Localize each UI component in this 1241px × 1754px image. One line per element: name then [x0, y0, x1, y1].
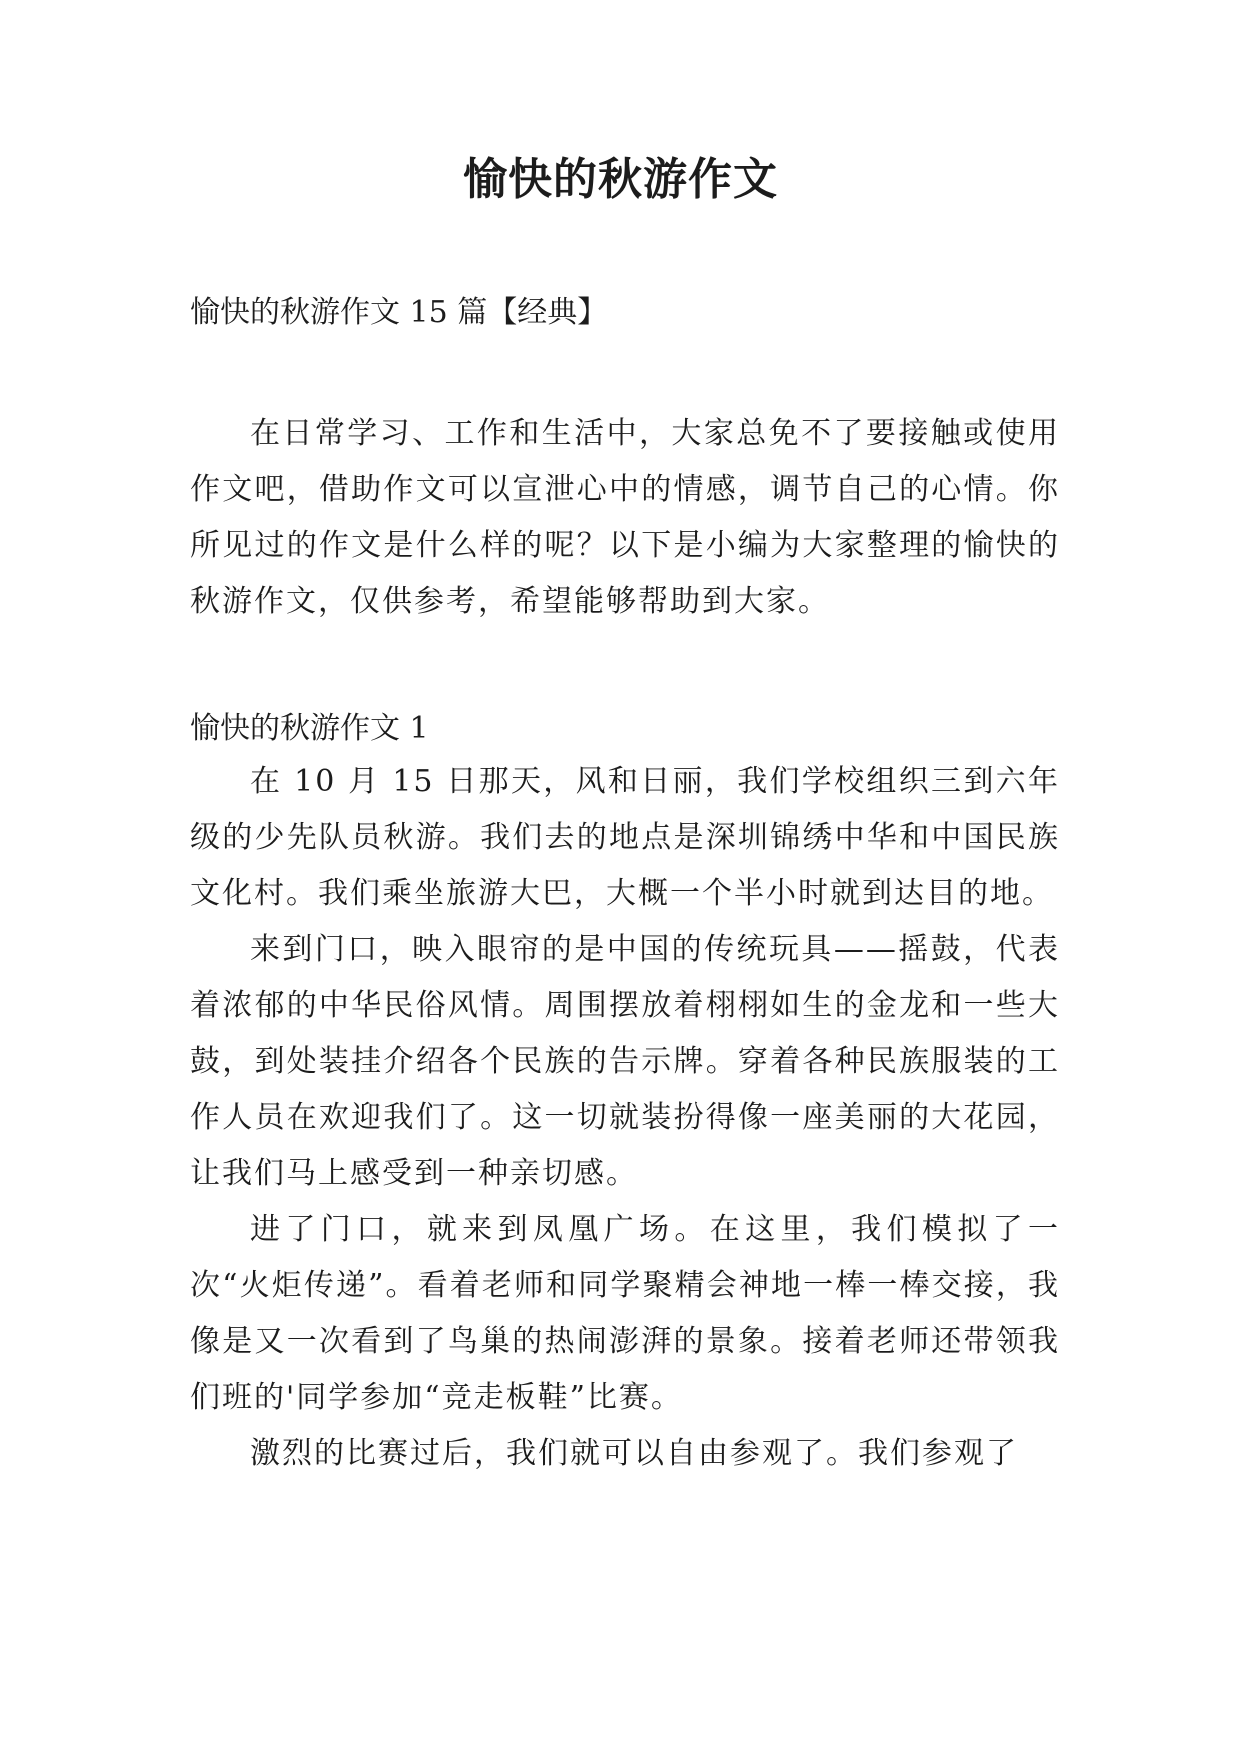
- essay-paragraph-2: 来到门口，映入眼帘的是中国的传统玩具——摇鼓，代表着浓郁的中华民俗风情。周围摆放着栩栩如生的金龙和一些大鼓，到处装挂介绍各个民族的告示牌。穿着各种民族服装的工作人员在欢迎我们了。这一切就装扮得像一座美丽的大花园，让我们马上感受到一种亲切感。: [190, 932, 1060, 1191]
- essay-paragraph-1: 在 10 月 15 日那天，风和日丽，我们学校组织三到六年级的少先队员秋游。我们去的地点是深圳锦绣中华和中国民族文化村。我们乘坐旅游大巴，大概一个半小时就到达目的地。: [190, 764, 1060, 911]
- document-title: 愉快的秋游作文: [463, 154, 778, 205]
- intro-paragraph: 在日常学习、工作和生活中，大家总免不了要接触或使用作文吧，借助作文可以宣泄心中的情感，调节自己的心情。你所见过的作文是什么样的呢？以下是小编为大家整理的愉快的秋游作文，仅供参考，希望能够帮助到大家。: [190, 416, 1060, 619]
- document-subtitle: 愉快的秋游作文 15 篇【经典】: [190, 295, 608, 330]
- essay-body: [190, 754, 1060, 1482]
- essay-paragraph-4: 激烈的比赛过后，我们就可以自由参观了。我们参观了: [250, 1436, 1018, 1471]
- essay-paragraph-3: 进了门口，就来到凤凰广场。在这里，我们模拟了一次“火炬传递”。看着老师和同学聚精会神地一棒一棒交接，我像是又一次看到了鸟巢的热闹澎湃的景象。接着老师还带领我们班的'同学参加“竞走板鞋”比赛。: [190, 1212, 1060, 1415]
- intro-block: [190, 406, 1060, 630]
- section-heading: 愉快的秋游作文 1: [190, 711, 429, 746]
